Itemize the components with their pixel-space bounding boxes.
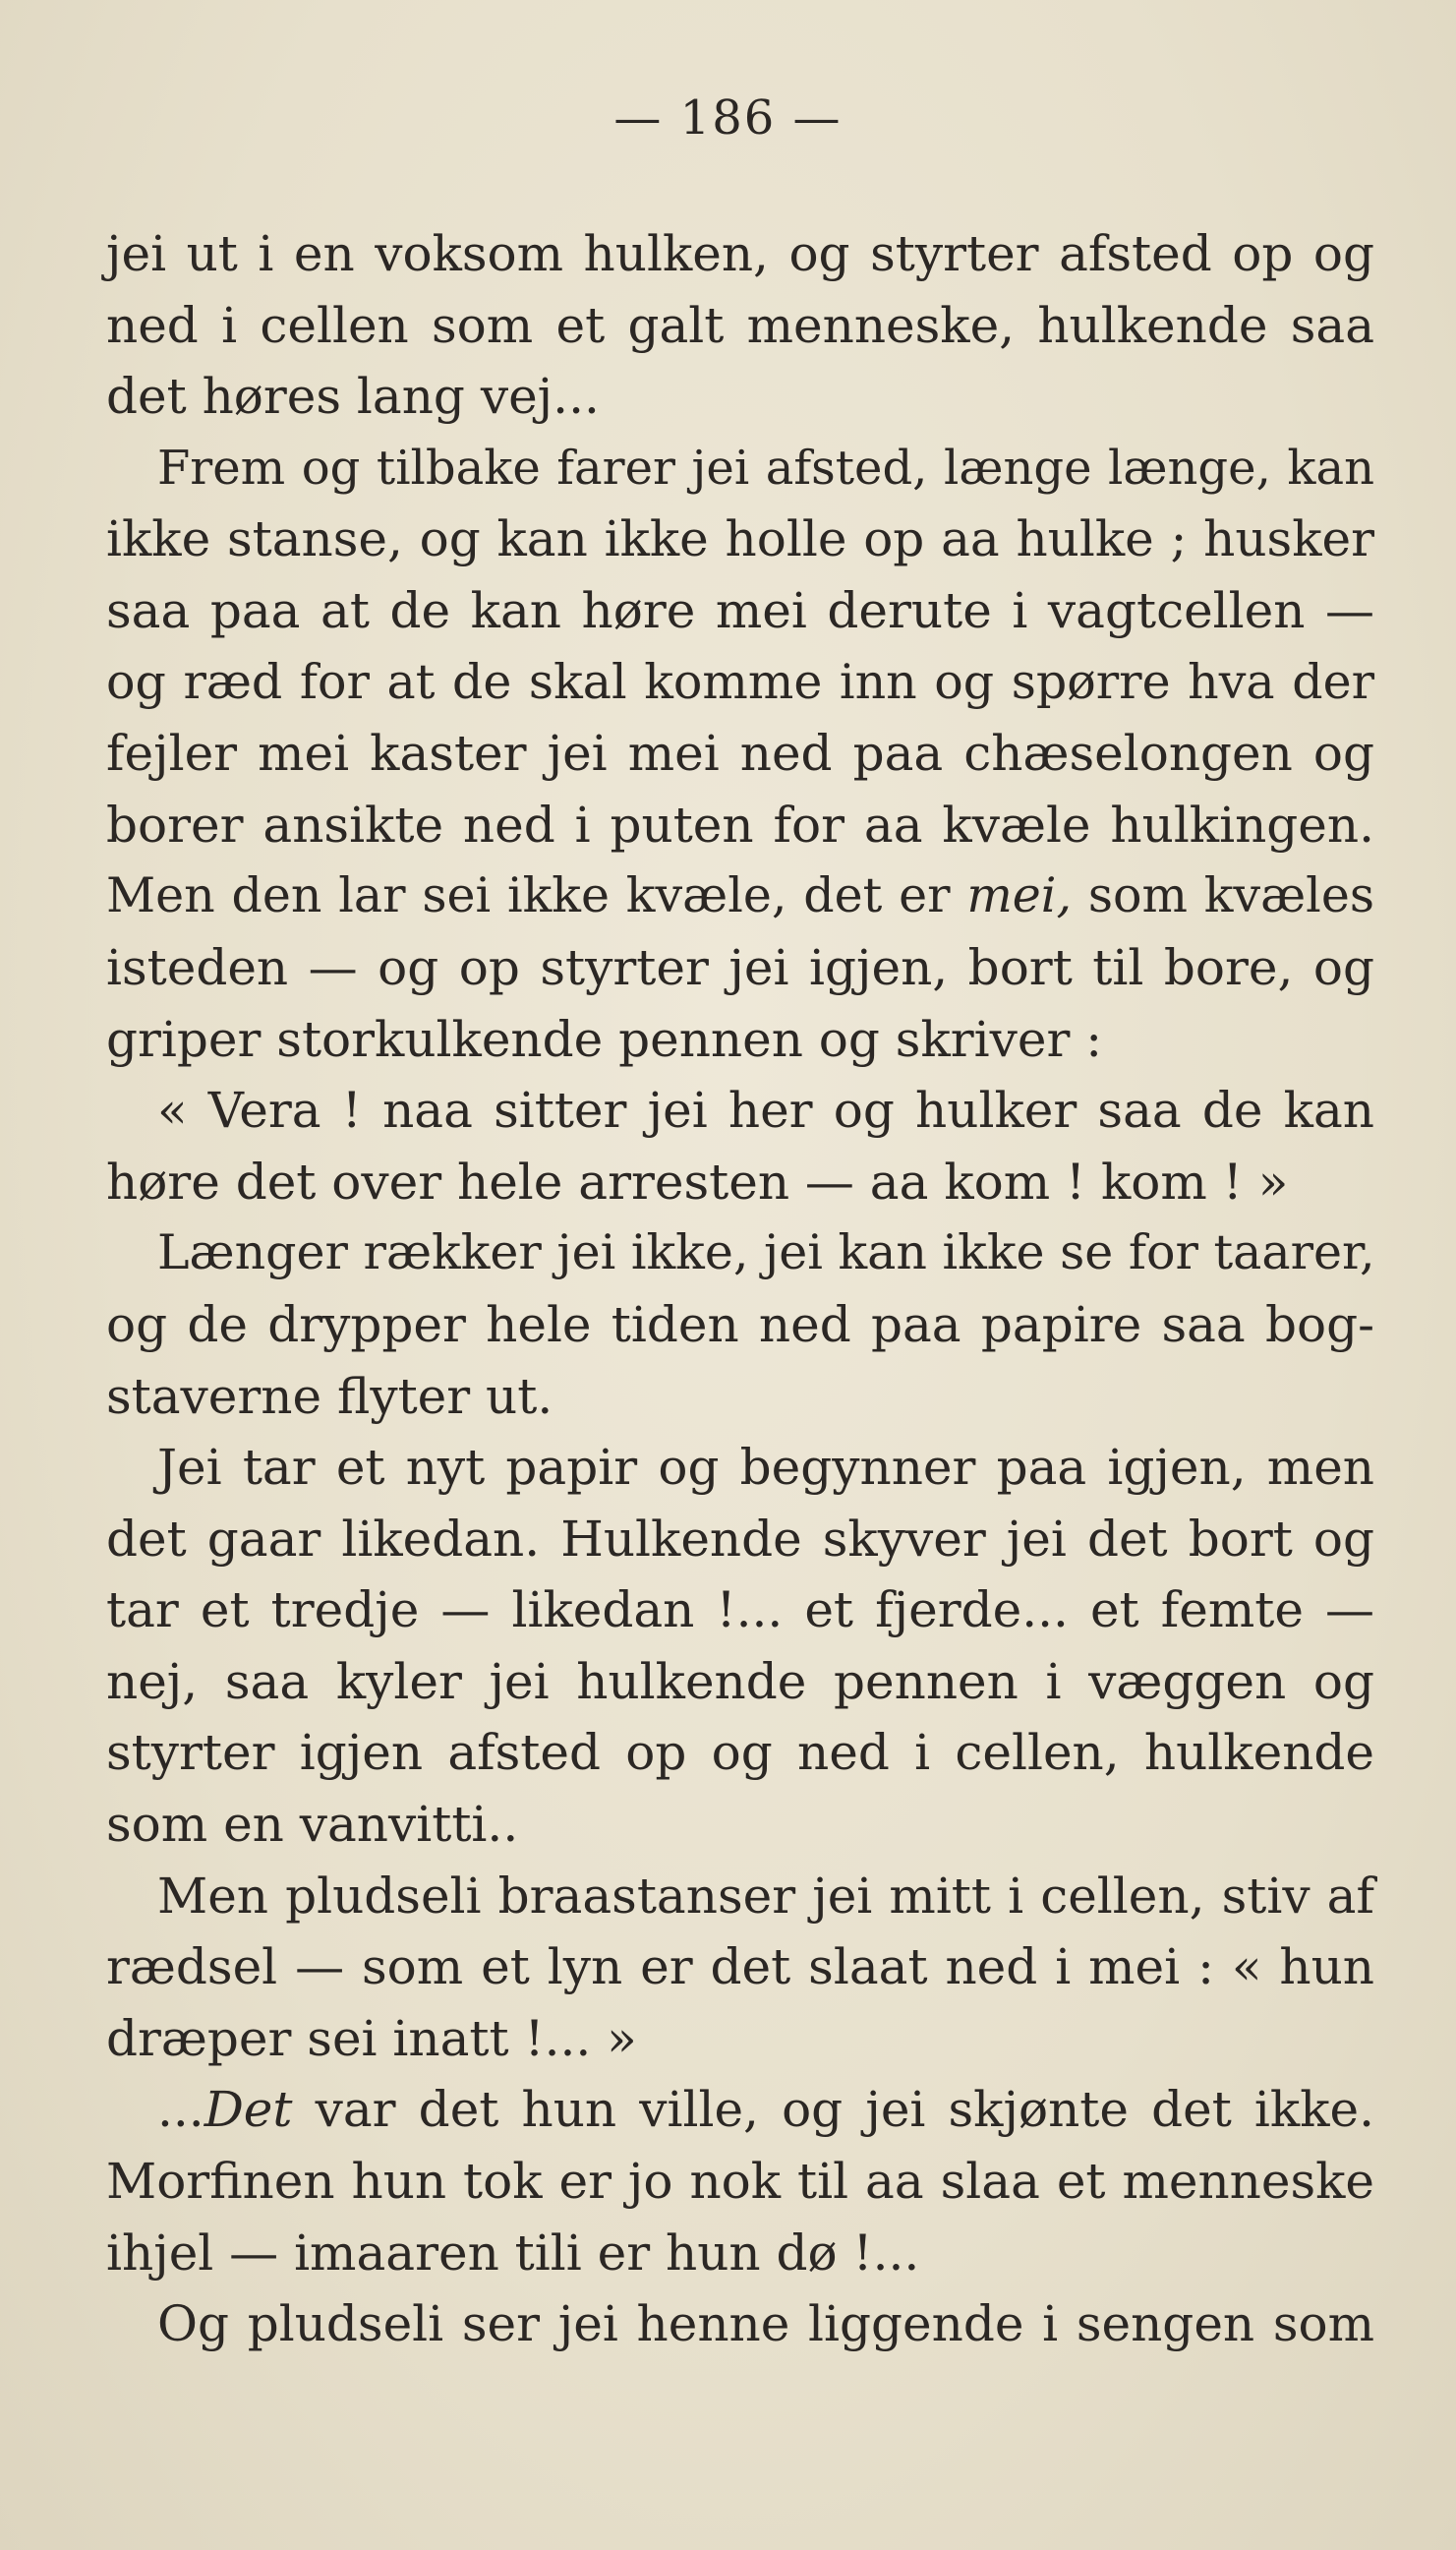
text-line: Længer rækker jei ikke, jei kan ikke se for taarer, <box>157 1224 1375 1281</box>
text-line: staverne flyter ut. <box>106 1367 553 1425</box>
text-line: jei ut i en voksom hulken, og styrter afsted op og <box>106 225 1374 282</box>
text-line: ihjel — imaaren tili er hun dø !... <box>106 2224 920 2282</box>
text-line: og ræd for at de skal komme inn og spørre hva der <box>106 653 1374 710</box>
text-line: Morfinen hun tok er jo nok til aa slaa et menneske <box>106 2153 1374 2211</box>
text-line: Frem og tilbake farer jei afsted, længe længe, kan <box>157 440 1374 496</box>
text-line: og de drypper hele tiden ned paa papire saa bog- <box>106 1295 1374 1353</box>
text-line: det høres lang vej... <box>106 368 600 426</box>
emphasized-word: Det <box>204 2081 293 2139</box>
text-line: tar et tredje — likedan !... et fjerde... et femte — <box>106 1581 1374 1639</box>
text-line: Og pludseli ser jei henne liggende i sengen som <box>157 2295 1374 2353</box>
text-line: dræper sei inatt !... » <box>106 2009 637 2067</box>
text-line: isteden — og op styrter jei igjen, bort til bore, og <box>106 938 1374 996</box>
text-line: ikke stanse, og kan ikke holle op aa hulke ; husker <box>106 510 1374 568</box>
text-line: « Vera ! naa sitter jei her og hulker saa de kan <box>157 1082 1374 1140</box>
text-segment: ... <box>157 2081 204 2139</box>
text-line: ned i cellen som et galt menneske, hulkende saa <box>106 296 1374 354</box>
text-line: rædsel — som et lyn er det slaat ned i mei : « hun <box>106 1938 1374 1996</box>
page-number: — 186 — <box>613 90 843 146</box>
text-line <box>106 860 1374 932</box>
text-line: styrter igjen afsted op og ned i cellen, hulkende <box>106 1724 1374 1782</box>
text-line: Jei tar et nyt papir og begynner paa igjen, men <box>157 1439 1374 1497</box>
text-line: nej, saa kyler jei hulkende pennen i væggen og <box>106 1652 1374 1710</box>
emphasized-word: mei, <box>966 867 1073 924</box>
body-text <box>106 218 1374 2360</box>
text-line: borer ansikte ned i puten for aa kvæle hulkingen. <box>106 796 1374 854</box>
text-line <box>106 2074 1374 2146</box>
text-line: Men pludseli braastanser jei mitt i cellen, stiv af <box>157 1867 1374 1925</box>
text-line: det gaar likedan. Hulkende skyver jei det bort og <box>106 1510 1374 1568</box>
text-segment: Men den lar sei ikke kvæle, det er <box>106 867 967 924</box>
text-line: fejler mei kaster jei mei ned paa chæselongen og <box>106 725 1374 783</box>
text-line: griper storkulkende pennen og skriver : <box>106 1010 1103 1068</box>
text-line: saa paa at de kan høre mei derute i vagtcellen — <box>106 581 1374 639</box>
text-segment: var det hun ville, og jei skjønte det ikke. <box>292 2081 1374 2139</box>
text-line: høre det over hele arresten — aa kom ! kom ! » <box>106 1153 1289 1211</box>
text-segment: som kvæles <box>1072 867 1374 924</box>
text-line: som en vanvitti.. <box>106 1796 519 1854</box>
